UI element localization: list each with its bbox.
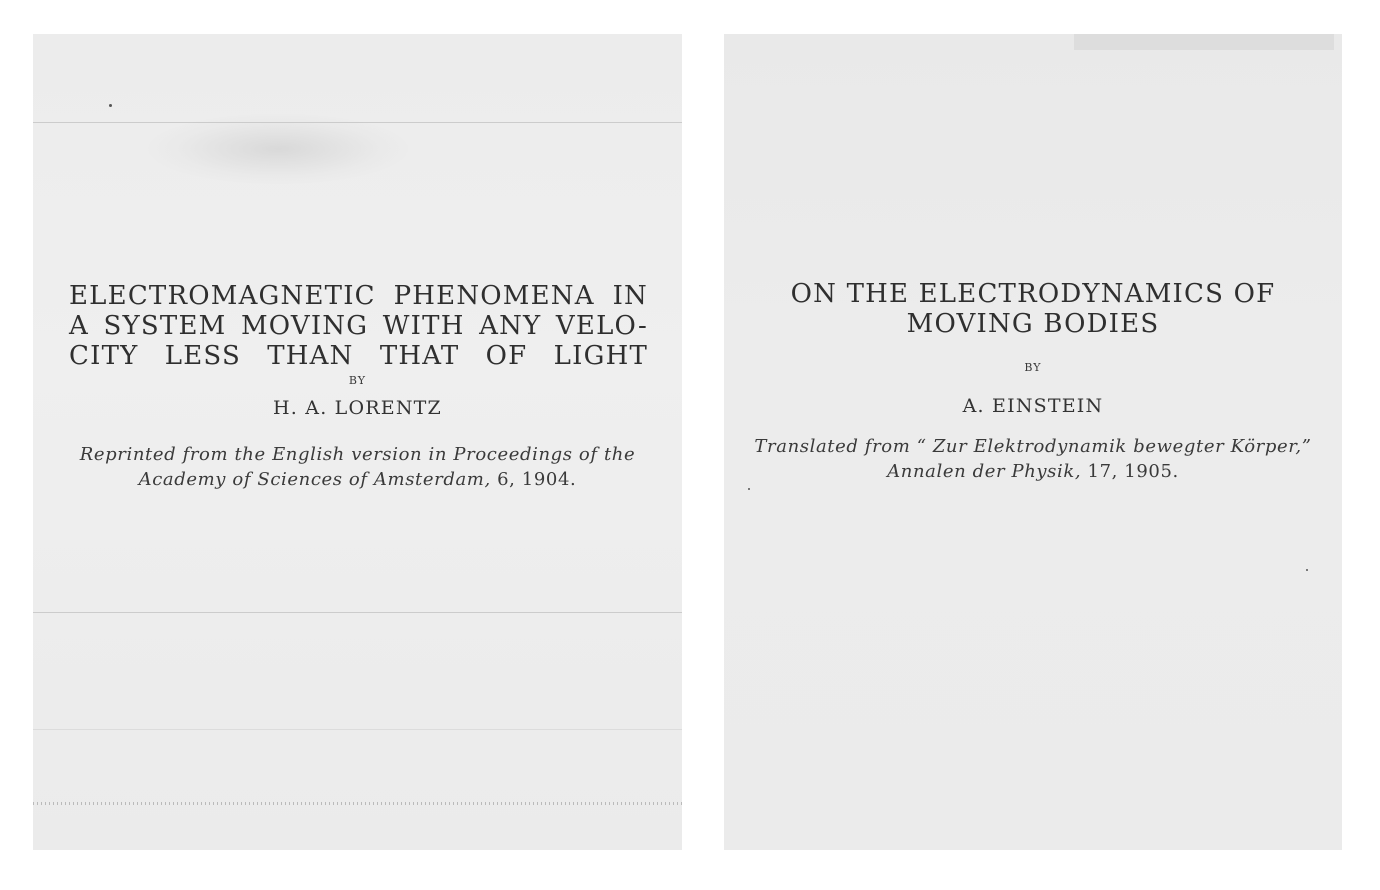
scan-line (33, 612, 682, 613)
scan-dotted-band (33, 802, 682, 805)
citation-line (724, 459, 1342, 484)
citation-line (33, 467, 682, 492)
scan-speck (748, 488, 750, 490)
scan-strip (1074, 34, 1334, 50)
title-line: A SYSTEM MOVING WITH ANY VELO- (69, 311, 648, 341)
journal-name: Annalen der Physik, (887, 461, 1082, 482)
volume-year: 6, 1904. (490, 469, 577, 490)
journal-name: Academy of Sciences of Amsterdam, (138, 469, 491, 490)
right-page (724, 34, 1342, 850)
scan-line (33, 729, 682, 730)
scan-speck (1306, 569, 1308, 571)
title-line: MOVING BODIES (906, 309, 1160, 339)
scan-speck (109, 104, 112, 107)
citation (33, 442, 682, 492)
scan-smudge (148, 114, 408, 184)
title-line: ON THE ELECTRODYNAMICS OF (790, 279, 1276, 309)
author-name: H. A. LORENTZ (273, 397, 442, 419)
by-label: BY (1024, 361, 1042, 374)
citation-line: Translated from “ Zur Elektrodynamik bewegter Körper,” (754, 436, 1312, 457)
paper-title (33, 281, 682, 371)
by-label: BY (348, 374, 367, 387)
scan-line (33, 122, 682, 123)
title-line: ELECTROMAGNETIC PHENOMENA IN (69, 281, 648, 311)
volume-year: 17, 1905. (1081, 461, 1179, 482)
paper-title (724, 279, 1342, 339)
citation-line: Reprinted from the English version in Proceedings of the (79, 444, 636, 465)
title-line: CITY LESS THAN THAT OF LIGHT (69, 341, 648, 371)
author-name: A. EINSTEIN (962, 395, 1104, 417)
citation (724, 434, 1342, 484)
left-page (33, 34, 682, 850)
